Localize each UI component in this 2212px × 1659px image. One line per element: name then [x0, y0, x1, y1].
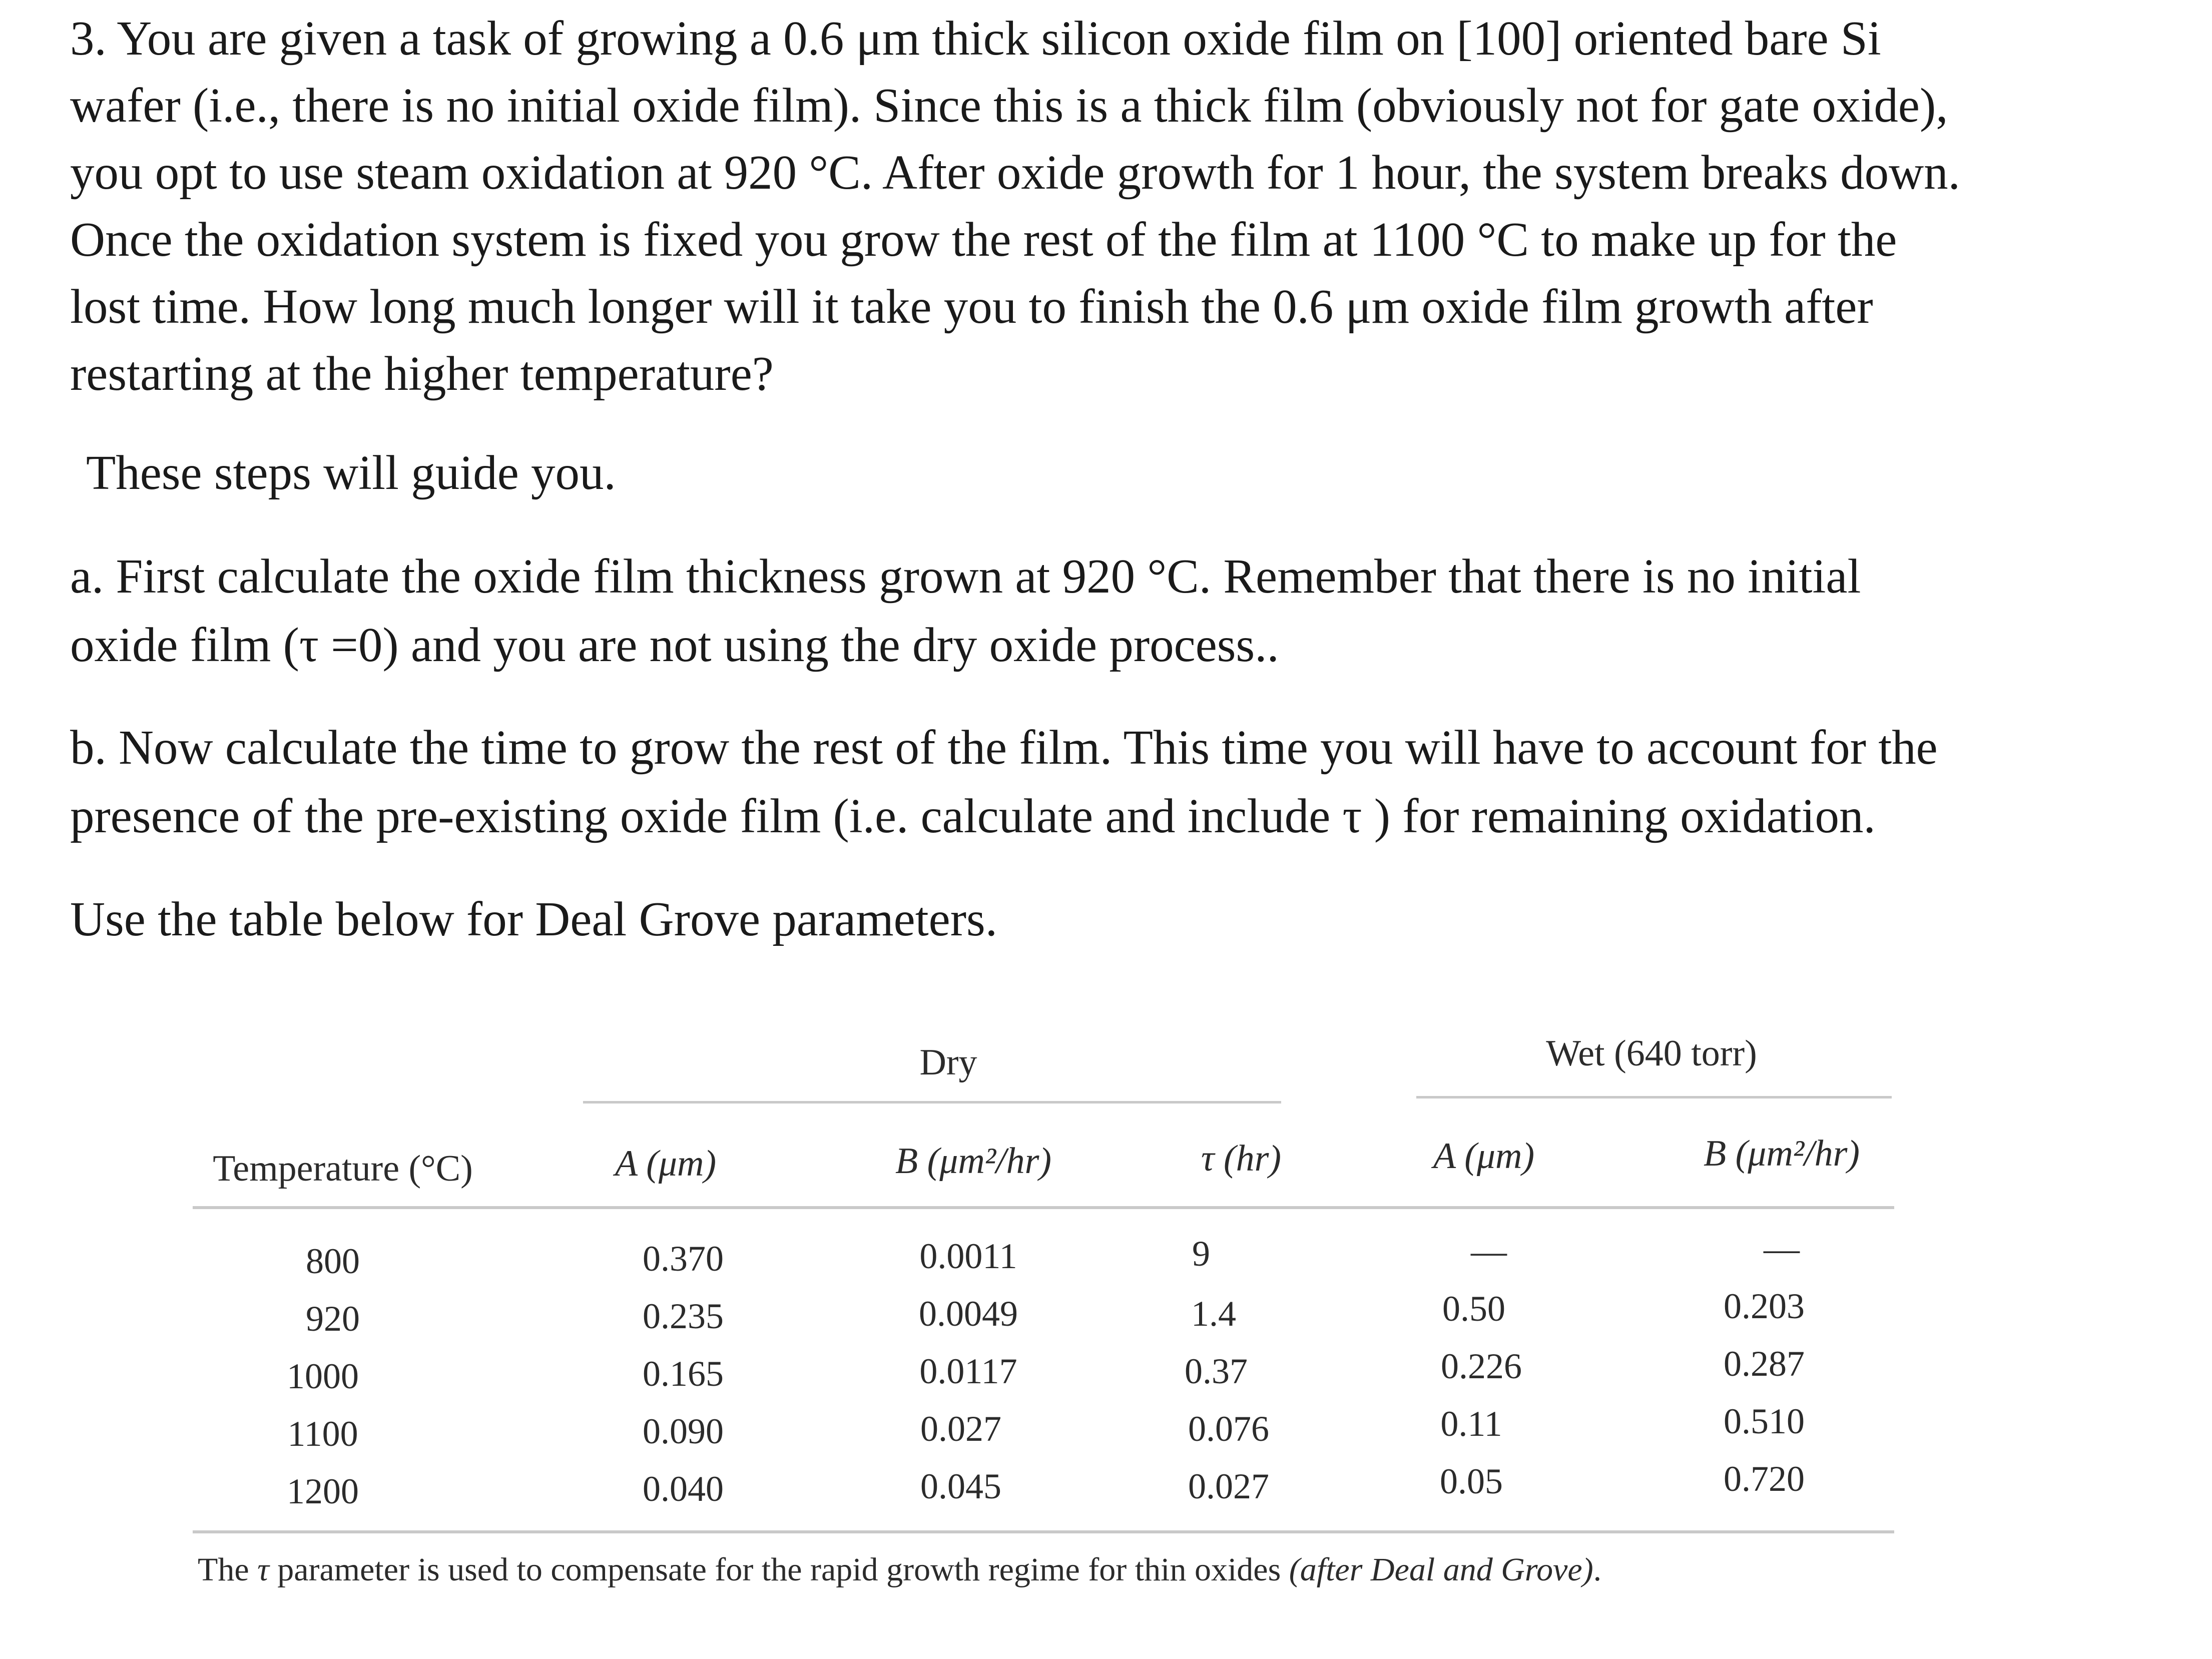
problem-line: Once the oxidation system is fixed you grow the rest of the film at 1100 °C to make up for the	[70, 213, 1897, 266]
cell-dry-a: 0.370	[643, 1239, 724, 1279]
table-bottom-rule	[193, 1530, 1894, 1533]
cell-temperature: 800	[306, 1241, 360, 1281]
caption-pre: The	[198, 1551, 258, 1588]
cell-dry-b: 0.027	[920, 1409, 1001, 1449]
col-header-wet-b: B (μm²/hr)	[1703, 1133, 1860, 1174]
cell-temperature: 1000	[287, 1356, 359, 1396]
cell-dry-a: 0.165	[643, 1354, 724, 1394]
part-b-line: b. Now calculate the time to grow the rest of the film. This time you will have to account for the	[70, 721, 1938, 774]
cell-dry-a: 0.090	[643, 1411, 724, 1451]
table-caption	[198, 1549, 1601, 1591]
cell-wet-a: 0.11	[1440, 1404, 1502, 1444]
cell-tau: 0.37	[1185, 1351, 1248, 1391]
cell-temperature: 1100	[287, 1414, 358, 1454]
guide-text: These steps will guide you.	[86, 446, 616, 499]
header-rule	[193, 1206, 1894, 1209]
cell-wet-a: 0.226	[1441, 1346, 1522, 1386]
cell-tau: 1.4	[1191, 1294, 1236, 1334]
col-header-tau: τ (hr)	[1201, 1138, 1282, 1179]
cell-wet-b: —	[1764, 1229, 1800, 1269]
dry-group-rule	[583, 1101, 1281, 1103]
cell-dry-b: 0.045	[920, 1466, 1001, 1506]
part-b-line: presence of the pre-existing oxide film (i.e. calculate and include τ ) for remaining oxidation.	[70, 789, 1876, 843]
cell-wet-a: 0.50	[1442, 1289, 1505, 1329]
problem-line: lost time. How long much longer will it take you to finish the 0.6 μm oxide film growth after	[70, 280, 1873, 333]
cell-tau: 0.027	[1188, 1466, 1269, 1506]
group-header-wet: Wet (640 torr)	[1546, 1033, 1757, 1074]
cell-temperature: 1200	[287, 1471, 359, 1511]
cell-wet-a: —	[1471, 1231, 1507, 1271]
cell-dry-b: 0.0049	[919, 1294, 1018, 1334]
part-a-line: oxide film (τ =0) and you are not using the dry oxide process..	[70, 618, 1279, 672]
caption-citation: (after Deal and Grove)	[1289, 1551, 1593, 1588]
cell-dry-b: 0.0117	[919, 1351, 1017, 1391]
group-header-dry: Dry	[919, 1042, 977, 1083]
caption-mid: parameter is used to compensate for the rapid growth regime for thin oxides	[269, 1551, 1289, 1588]
caption-end: .	[1593, 1551, 1602, 1588]
cell-dry-a: 0.235	[643, 1296, 724, 1336]
cell-tau: 0.076	[1188, 1409, 1269, 1449]
wet-group-rule	[1416, 1096, 1892, 1098]
problem-line: restarting at the higher temperature?	[70, 347, 774, 400]
col-header-dry-a: A (μm)	[615, 1143, 717, 1184]
cell-temperature: 920	[306, 1299, 360, 1339]
col-header-temperature: Temperature (°C)	[213, 1148, 473, 1189]
col-header-dry-b: B (μm²/hr)	[895, 1141, 1052, 1182]
cell-wet-b: 0.287	[1724, 1344, 1805, 1384]
cell-dry-a: 0.040	[643, 1469, 724, 1509]
caption-tau: τ	[257, 1551, 269, 1588]
col-header-wet-a: A (μm)	[1433, 1136, 1535, 1177]
problem-line: wafer (i.e., there is no initial oxide film). Since this is a thick film (obviously not for gate oxide),	[70, 79, 1948, 132]
cell-wet-b: 0.203	[1724, 1286, 1805, 1326]
cell-wet-b: 0.720	[1724, 1459, 1805, 1499]
cell-tau: 9	[1192, 1234, 1210, 1274]
cell-dry-b: 0.0011	[919, 1236, 1017, 1276]
cell-wet-a: 0.05	[1440, 1461, 1503, 1501]
part-a-line: a. First calculate the oxide film thickness grown at 920 °C. Remember that there is no initial	[70, 549, 1861, 603]
problem-line: you opt to use steam oxidation at 920 °C. After oxide growth for 1 hour, the system breaks down.	[70, 146, 1960, 199]
use-table-instruction: Use the table below for Deal Grove parameters.	[70, 892, 997, 946]
cell-wet-b: 0.510	[1724, 1401, 1805, 1441]
problem-line: 3. You are given a task of growing a 0.6 μm thick silicon oxide film on [100] oriented bare Si	[70, 12, 1881, 65]
